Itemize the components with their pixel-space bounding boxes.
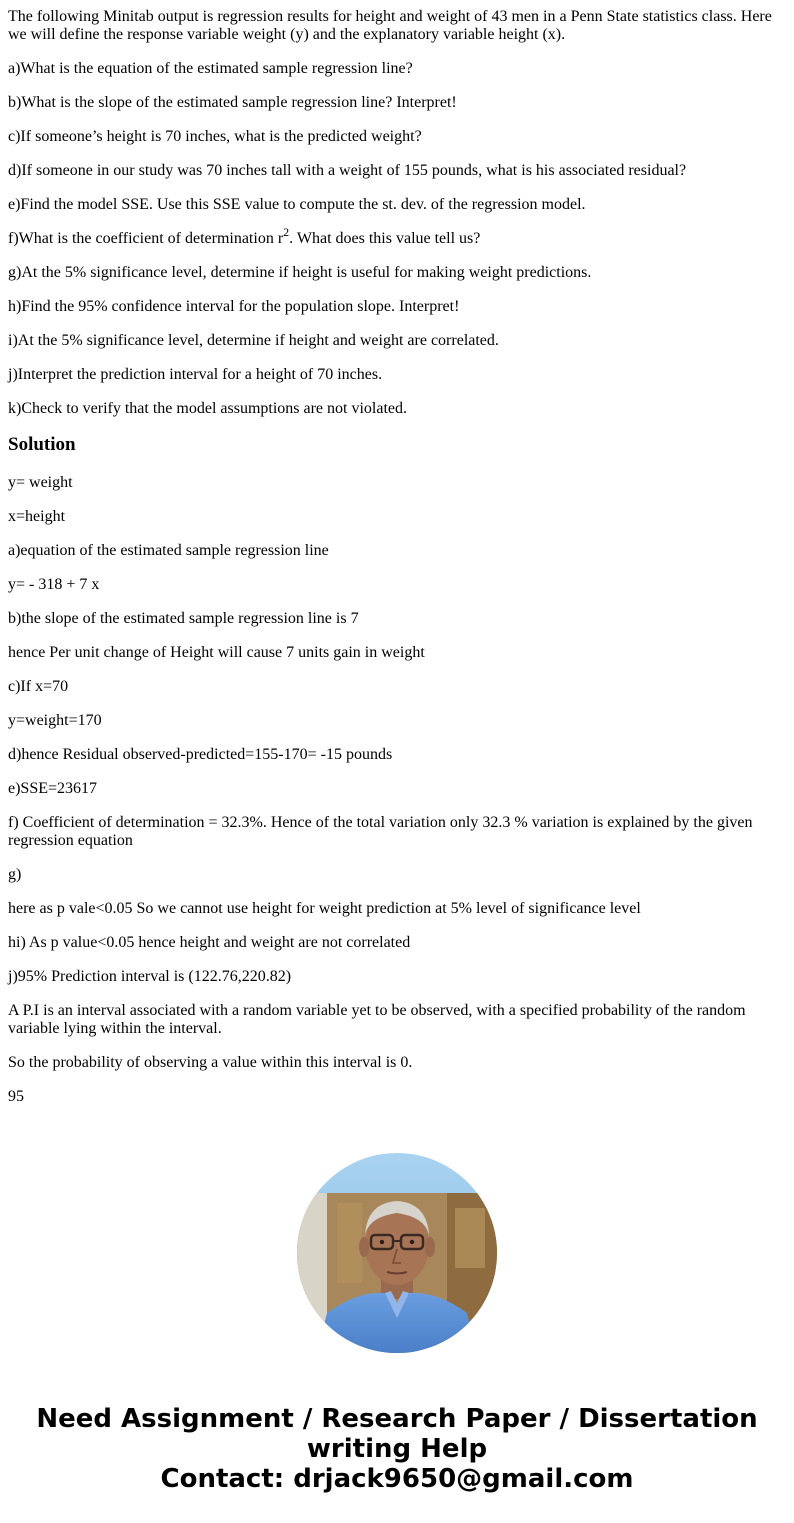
footer-advert	[0, 1404, 794, 1494]
solution-line: j)95% Prediction interval is (122.76,220.82)	[8, 968, 292, 985]
solution-line: x=height	[8, 508, 66, 525]
footer-line-1: Need Assignment / Research Paper / Dissertation	[36, 1404, 758, 1434]
solution-line: y= weight	[8, 474, 73, 491]
solution-line: e)SSE=23617	[8, 780, 98, 797]
solution-line: a)equation of the estimated sample regression line	[8, 542, 329, 559]
portrait-image	[297, 1153, 497, 1353]
solution-line: y= - 318 + 7 x	[8, 576, 100, 593]
solution-line: y=weight=170	[8, 712, 102, 729]
solution-line: hi) As p value<0.05 hence height and weight are not correlated	[8, 934, 411, 951]
footer-contact: Contact: drjack9650@gmail.com	[160, 1464, 634, 1494]
question-h: h)Find the 95% confidence interval for the population slope. Interpret!	[8, 298, 460, 315]
solution-line: So the probability of observing a value within this interval is 0.	[8, 1054, 413, 1071]
question-d: d)If someone in our study was 70 inches tall with a weight of 155 pounds, what is his associated residual?	[8, 162, 687, 179]
solution-line: A P.I is an interval associated with a random variable yet to be observed, with a specified probability of the random variable lying within the interval.	[8, 1002, 746, 1037]
question-f-superscript: 2	[283, 224, 290, 239]
solution-line: hence Per unit change of Height will cause 7 units gain in weight	[8, 644, 425, 661]
solution-heading: Solution	[8, 434, 76, 455]
question-i: i)At the 5% significance level, determine if height and weight are correlated.	[8, 332, 499, 349]
solution-line: c)If x=70	[8, 678, 69, 695]
question-f	[8, 224, 786, 248]
solution-line: g)	[8, 866, 22, 883]
question-b: b)What is the slope of the estimated sample regression line? Interpret!	[8, 94, 457, 111]
solution-line: d)hence Residual observed-predicted=155-170= -15 pounds	[8, 746, 393, 763]
question-k: k)Check to verify that the model assumptions are not violated.	[8, 400, 408, 417]
question-f-text: f)What is the coefficient of determination r	[8, 230, 284, 247]
footer-line-2: writing Help	[306, 1434, 488, 1464]
question-j: j)Interpret the prediction interval for a height of 70 inches.	[8, 366, 383, 383]
question-a: a)What is the equation of the estimated sample regression line?	[8, 60, 413, 77]
avatar	[297, 1153, 497, 1353]
solution-line: f) Coefficient of determination = 32.3%. Hence of the total variation only 32.3 % variation is explained by the given regression equation	[8, 814, 753, 849]
solution-line: b)the slope of the estimated sample regression line is 7	[8, 610, 359, 627]
question-intro: The following Minitab output is regression results for height and weight of 43 men in a Penn State statistics class. Here we will define the response variable weight (y) and the explanatory variable height (x).	[8, 8, 772, 43]
solution-line: 95	[8, 1088, 24, 1105]
question-f-text-end: . What does this value tell us?	[289, 230, 481, 247]
question-c: c)If someone’s height is 70 inches, what is the predicted weight?	[8, 128, 422, 145]
document-body	[8, 8, 786, 1122]
question-e: e)Find the model SSE. Use this SSE value to compute the st. dev. of the regression model.	[8, 196, 586, 213]
question-g: g)At the 5% significance level, determine if height is useful for making weight predictions.	[8, 264, 592, 281]
solution-line: here as p vale<0.05 So we cannot use height for weight prediction at 5% level of significance level	[8, 900, 641, 917]
